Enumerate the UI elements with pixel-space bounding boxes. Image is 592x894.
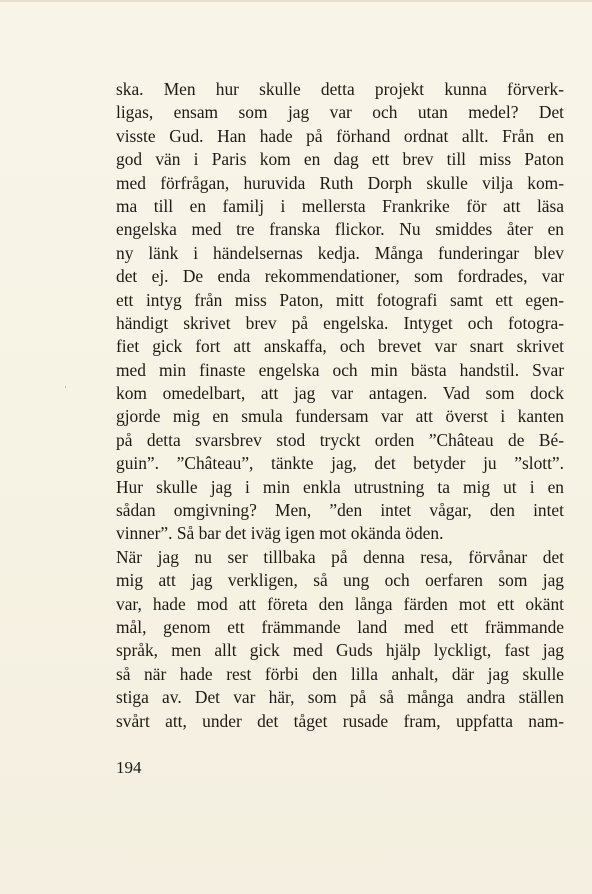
page-top-edge bbox=[0, 0, 592, 2]
text-line-paragraph-end: vinner”. Så bar det iväg igen mot okända öden. bbox=[116, 523, 444, 544]
text-line: gjorde mig en smula fundersam var att överst i kanten bbox=[116, 406, 564, 427]
text-line: Hur skulle jag i min enkla utrustning ta mig ut i en bbox=[116, 476, 564, 497]
text-line: händigt skrivet brev på engelska. Intyget och fotogra- bbox=[116, 312, 564, 333]
page-number: 194 bbox=[116, 758, 142, 777]
text-line: god vän i Paris kom en dag ett brev till miss Paton bbox=[116, 149, 564, 170]
text-line: fiet gick fort att anskaffa, och brevet var snart skrivet bbox=[116, 336, 564, 357]
text-line: med förfrågan, huruvida Ruth Dorph skulle vilja kom- bbox=[116, 172, 564, 193]
text-line: så när hade rest förbi den lilla anhalt, där jag skulle bbox=[116, 663, 564, 684]
text-line: ny länk i händelsernas kedja. Många funderingar blev bbox=[116, 242, 564, 263]
text-line: mig att jag verkligen, så ung och oerfaren som jag bbox=[116, 570, 564, 591]
text-line: sådan omgivning? Men, ”den intet vågar, den intet bbox=[116, 500, 564, 521]
text-line: stiga av. Det var här, som på så många andra ställen bbox=[116, 687, 564, 708]
text-line: engelska med tre franska flickor. Nu smiddes åter en bbox=[116, 219, 564, 240]
text-line: svårt att, under det tåget rusade fram, uppfatta nam- bbox=[116, 710, 564, 731]
print-speck: · bbox=[64, 382, 67, 392]
text-line: med min finaste engelska och min bästa handstil. Svar bbox=[116, 359, 564, 380]
text-line: När jag nu ser tillbaka på denna resa, förvånar det bbox=[116, 546, 564, 567]
body-text bbox=[116, 78, 564, 733]
text-line: ligas, ensam som jag var och utan medel? Det bbox=[116, 102, 564, 123]
text-line: det ej. De enda rekommendationer, som fordrades, var bbox=[116, 266, 564, 287]
text-line: ett intyg från miss Paton, mitt fotografi samt ett egen- bbox=[116, 289, 564, 310]
text-line: mål, genom ett främmande land med ett främmande bbox=[116, 616, 564, 637]
text-line: var, hade mod att företa den långa färden mot ett okänt bbox=[116, 593, 564, 614]
text-line: språk, men allt gick med Guds hjälp lyckligt, fast jag bbox=[116, 640, 564, 661]
text-line: kom omedelbart, att jag var antagen. Vad som dock bbox=[116, 383, 564, 404]
text-line: ma till en familj i mellersta Frankrike för att läsa bbox=[116, 195, 564, 216]
text-line: ska. Men hur skulle detta projekt kunna förverk- bbox=[116, 79, 564, 99]
text-line: på detta svarsbrev stod tryckt orden ”Château de Bé- bbox=[116, 429, 564, 450]
text-line: visste Gud. Han hade på förhand ordnat allt. Från en bbox=[116, 125, 564, 146]
text-line: guin”. ”Château”, tänkte jag, det betyder ju ”slott”. bbox=[116, 453, 564, 474]
